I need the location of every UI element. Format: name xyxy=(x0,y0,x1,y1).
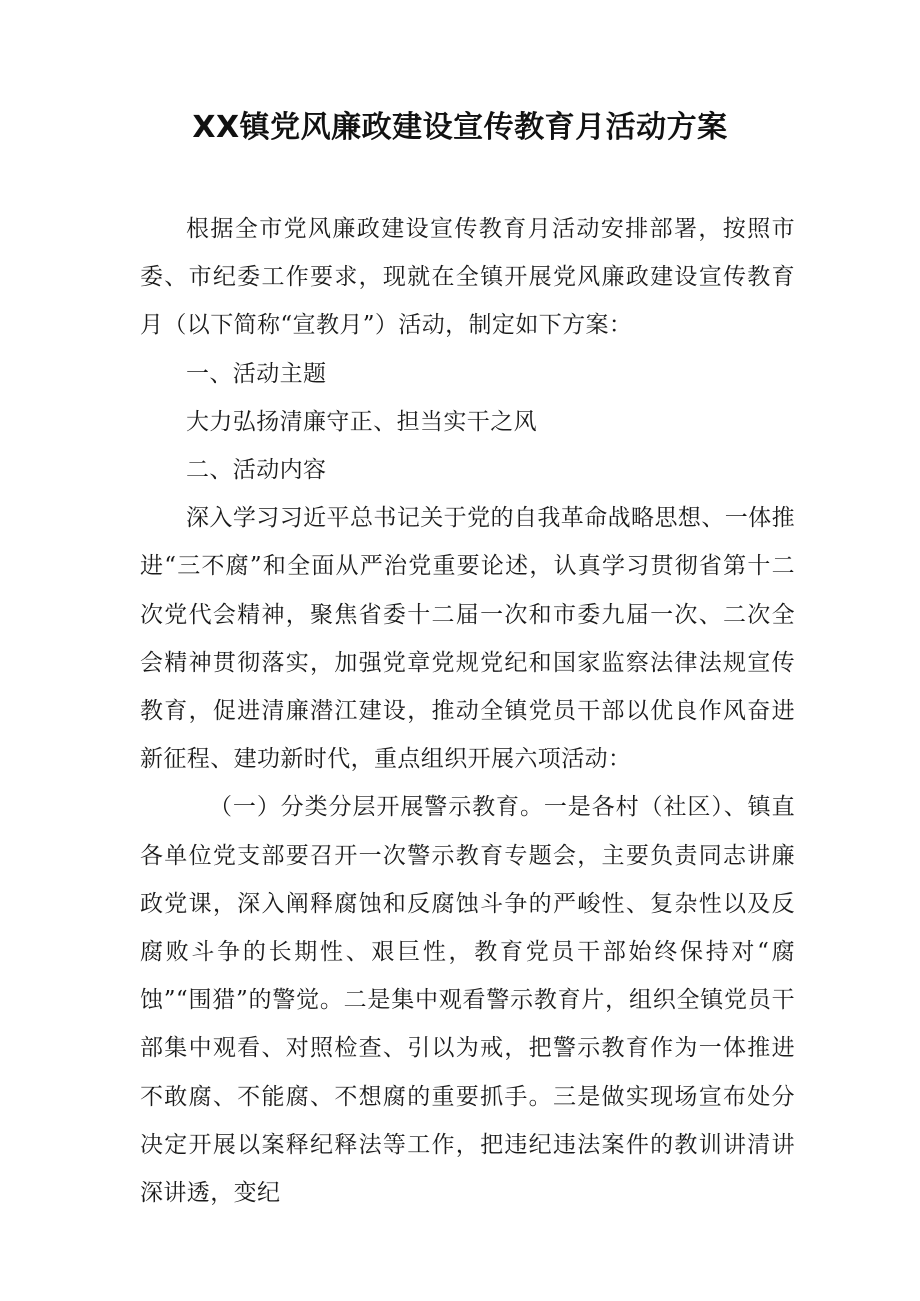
document-title: XX镇党风廉政建设宣传教育月活动方案 xyxy=(192,110,728,145)
paragraph-theme: 大力弘扬清廉守正、担当实干之风 xyxy=(186,408,537,435)
document-body xyxy=(140,205,795,1217)
paragraph-warning-education: （一）分类分层开展警示教育。一是各村（社区）、镇直各单位党支部要召开一次警示教育专题会，主要负责同志讲廉政党课，深入阐释腐蚀和反腐蚀斗争的严峻性、复杂性以及反腐败斗争的长期性、艰巨性，教育党员干部始终保持对“腐蚀”“围猎”的警觉。二是集中观看警示教育片，组织全镇党员干部集中观看、对照检查、引以为戒，把警示教育作为一体推进不敢腐、不能腐、不想腐的重要抓手。三是做实现场宣布处分决定开展以案释纪释法等工作，把违纪违法案件的教训讲清讲深讲透，变纪 xyxy=(140,794,795,1207)
section-heading-content: 二、活动内容 xyxy=(186,457,327,484)
paragraph-intro: 根据全市党风廉政建设宣传教育月活动安排部署，按照市委、市纪委工作要求，现就在全镇开展党风廉政建设宣传教育月（以下简称“宣教月”）活动，制定如下方案： xyxy=(140,216,795,339)
paragraph-content: 深入学习习近平总书记关于党的自我革命战略思想、一体推进“三不腐”和全面从严治党重要论述，认真学习贯彻省第十二次党代会精神，聚焦省委十二届一次和市委九届一次、二次全会精神贯彻落实，加强党章党规党纪和国家监察法律法规宣传教育，促进清廉潜江建设，推动全镇党员干部以优良作风奋进新征程、建功新时代，重点组织开展六项活动： xyxy=(140,505,795,773)
section-heading-theme: 一、活动主题 xyxy=(186,360,327,387)
